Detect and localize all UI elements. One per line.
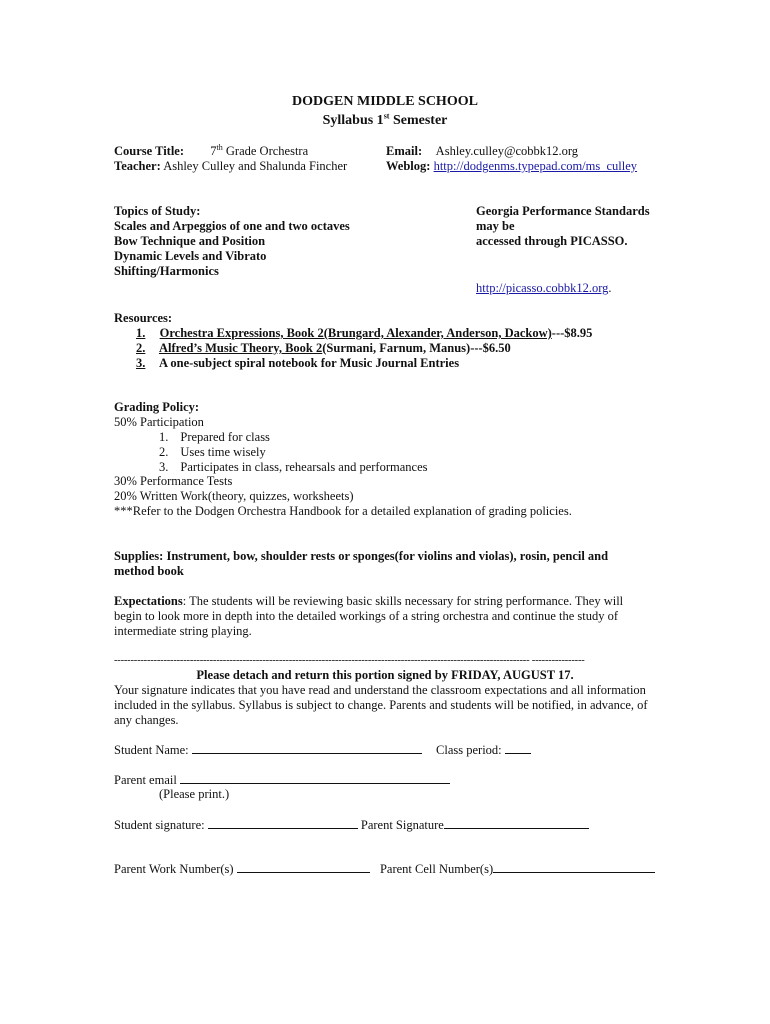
parent-work-label: Parent Work Number(s)	[114, 862, 237, 876]
topics-heading: Topics of Study:	[114, 204, 201, 218]
parent-cell-field[interactable]	[493, 861, 655, 873]
parent-signature-label: Parent Signature	[360, 818, 444, 832]
email-label: Email:	[386, 144, 423, 158]
parent-email-label: Parent email	[114, 773, 180, 787]
expectations-line	[114, 594, 623, 609]
performance-weight: 30% Performance Tests	[114, 474, 233, 488]
participation-weight: 50% Participation	[114, 415, 204, 429]
parent-signature-field[interactable]	[444, 817, 589, 829]
expectations-line: intermediate string playing.	[114, 624, 252, 638]
syllabus-title-sup: st	[383, 111, 390, 121]
class-period-field[interactable]	[505, 742, 531, 754]
participation-item-text: Participates in class, rehearsals and performances	[180, 460, 428, 474]
resource-price: (Surmani, Farnum, Manus)---$6.50	[322, 341, 511, 355]
participation-item: 3. Participates in class, rehearsals and performances	[159, 460, 428, 474]
resource-number: 2.	[136, 341, 146, 355]
resource-item	[136, 356, 459, 371]
email-line	[386, 144, 578, 159]
topic-item: Dynamic Levels and Vibrato	[114, 249, 267, 263]
supplies-line: method book	[114, 564, 184, 578]
weblog-line	[386, 159, 637, 174]
school-name-text: DODGEN MIDDLE SCHOOL	[292, 94, 478, 109]
syllabus-title-post: Semester	[389, 113, 448, 128]
student-signature-label: Student signature:	[114, 818, 208, 832]
course-title-sup: th	[216, 142, 223, 152]
picasso-link-tail: .	[608, 281, 612, 295]
syllabus-title-pre: Syllabus 1	[322, 113, 384, 128]
expectations-line: begin to look more in depth into the detailed workings of a string orchestra and continue the study of	[114, 609, 619, 623]
teacher-label: Teacher:	[114, 159, 161, 173]
weblog-link[interactable]: http://dodgenms.typepad.com/ms_culley	[433, 159, 638, 173]
student-signature-field[interactable]	[208, 817, 358, 829]
expectations-label: Expectations	[114, 594, 183, 608]
teacher-value: Ashley Culley and Shalunda Fincher	[163, 159, 348, 173]
resource-item	[136, 341, 511, 356]
school-name	[0, 94, 770, 109]
class-period-label: Class period:	[436, 743, 505, 757]
resource-title: Orchestra Expressions, Book 2(Brungard, Alexander, Anderson, Dackow)	[159, 326, 552, 340]
topic-item: Bow Technique and Position	[114, 234, 266, 248]
written-weight: 20% Written Work(theory, quizzes, worksheets)	[114, 489, 354, 503]
email-value: Ashley.culley@cobbk12.org	[435, 144, 579, 158]
student-name-field[interactable]	[192, 742, 422, 754]
weblog-label: Weblog:	[386, 159, 431, 173]
resource-title: A one-subject spiral notebook for Music Journal Entries	[158, 356, 460, 370]
supplies-line: Supplies: Instrument, bow, shoulder rests or sponges(for violins and violas), rosin, pencil and	[114, 549, 609, 563]
parent-email-row	[114, 772, 450, 788]
detach-heading: Please detach and return this portion signed by FRIDAY, AUGUST 17.	[196, 668, 574, 682]
parent-email-field[interactable]	[180, 772, 450, 784]
resource-item	[136, 326, 592, 341]
phone-row	[114, 861, 655, 877]
detach-text: any changes.	[114, 713, 179, 727]
course-title-label: Course Title:	[114, 144, 185, 158]
standards-line: Georgia Performance Standards	[476, 204, 650, 218]
detach-divider: ------------------------------------------------------------------------------------------------------------------------------ ----------------	[114, 655, 585, 666]
grading-note: ***Refer to the Dodgen Orchestra Handbook for a detailed explanation of grading policies.	[114, 504, 572, 518]
teacher-line	[114, 159, 347, 174]
standards-line: may be	[476, 219, 515, 233]
standards-line: accessed through PICASSO.	[476, 234, 628, 248]
participation-item: 2. Uses time wisely	[159, 445, 266, 459]
resource-number: 3.	[136, 356, 146, 370]
resource-number: 1.	[136, 326, 146, 340]
course-title-value: Grade Orchestra	[222, 144, 309, 158]
participation-item-text: Prepared for class	[180, 430, 270, 444]
parent-work-field[interactable]	[237, 861, 370, 873]
detach-text: Your signature indicates that you have read and understand the classroom expectations and all information	[114, 683, 646, 697]
grading-heading: Grading Policy:	[114, 400, 200, 414]
student-name-row	[114, 742, 531, 758]
topic-item: Shifting/Harmonics	[114, 264, 219, 278]
picasso-line	[476, 281, 612, 296]
resource-title: Alfred’s Music Theory, Book 2	[158, 341, 323, 355]
participation-item: 1. Prepared for class	[159, 430, 270, 444]
detach-text: included in the syllabus. Syllabus is subject to change. Parents and students will be notified, in advance, of	[114, 698, 648, 712]
syllabus-title	[0, 113, 770, 128]
please-print-note: (Please print.)	[159, 787, 230, 801]
expectations-text: : The students will be reviewing basic skills necessary for string performance. They will	[182, 594, 624, 608]
signature-row	[114, 817, 589, 833]
participation-item-text: Uses time wisely	[180, 445, 266, 459]
picasso-link[interactable]: http://picasso.cobbk12.org	[476, 281, 609, 295]
student-name-label: Student Name:	[114, 743, 192, 757]
course-title-pre: 7	[210, 144, 217, 158]
resources-heading: Resources:	[114, 311, 173, 325]
course-title-line	[114, 144, 308, 159]
parent-cell-label: Parent Cell Number(s)	[379, 862, 494, 876]
resource-price: ---$8.95	[551, 326, 593, 340]
topic-item: Scales and Arpeggios of one and two octaves	[114, 219, 350, 233]
